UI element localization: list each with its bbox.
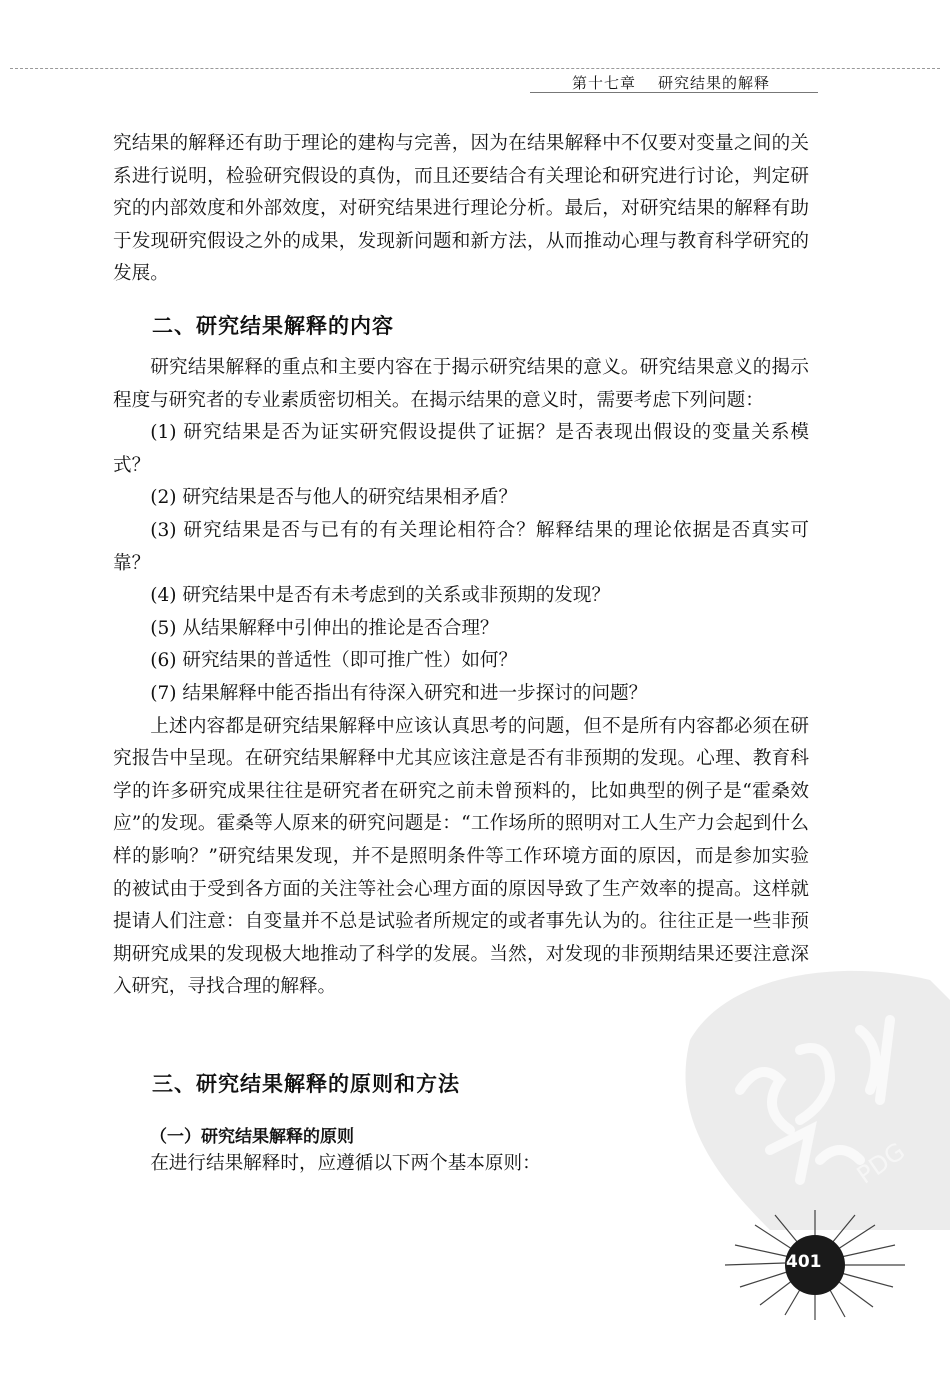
intro-block [113,128,809,291]
section3-lead: 在进行结果解释时，应遵循以下两个基本原则： [150,1153,541,1174]
header-rule-dashed [10,68,940,69]
section2-body [113,352,809,1004]
list-item: (2) 研究结果是否与他人的研究结果相矛盾？ [150,487,518,509]
section2-closing: 上述内容都是研究结果解释中应该认真思考的问题，但不是所有内容都必须在研究报告中呈现。在研究结果解释中尤其应该注意是否有非预期的发现。心理、教育科学的许多研究成果往往是研究者在研究之前未曾预料的，比如典型的例子是“霍桑效应”的发现。霍桑等人原来的研究问题是：“工作场所的照明对工人生产力会起到什么样的影响？”研究结果发现，并不是照明条件等工作环境方面的原因，而是参加实验的被试由于受到各方面的关注等社会心理方面的原因导致了生产效率的提高。这样就提请人们注意：自变量并不总是试验者所规定的或者事先认为的。往往正是一些非预期研究成果的发现极大地推动了科学的发展。当然，对发现的非预期结果还要注意深入研究，寻找合理的解释。 [113,715,809,998]
list-item: (5) 从结果解释中引伸出的推论是否合理？ [150,617,499,639]
list-item: (1) 研究结果是否为证实研究假设提供了证据？是否表现出假设的变量关系模式？ [113,422,809,476]
section3-subheading: （一）研究结果解释的原则 [150,1127,354,1147]
section2-lead: 研究结果解释的重点和主要内容在于揭示研究结果的意义。研究结果意义的揭示程度与研究者的专业素质密切相关。在揭示结果的意义时，需要考虑下列问题： [113,357,809,411]
section3-heading: 三、研究结果解释的原则和方法 [152,1071,460,1096]
running-head-title: 研究结果的解释 [658,74,771,92]
page-number: 401 [786,1252,822,1272]
list-item: (7) 结果解释中能否指出有待深入研究和进一步探讨的问题？ [150,682,648,704]
list-item: (4) 研究结果中是否有未考虑到的关系或非预期的发现？ [150,585,611,607]
list-item: (6) 研究结果的普适性（即可推广性）如何？ [150,650,518,672]
watermark-label: PDG [851,1137,911,1190]
intro-paragraph: 究结果的解释还有助于理论的建构与完善，因为在结果解释中不仅要对变量之间的关系进行说明，检验研究假设的真伪，而且还要结合有关理论和研究进行讨论，判定研究的内部效度和外部效度，对研究结果进行理论分析。最后，对研究结果的解释有助于发现研究假设之外的成果，发现新问题和新方法，从而推动心理与教育科学研究的发展。 [113,133,809,285]
section2-heading: 二、研究结果解释的内容 [152,313,394,338]
list-item: (3) 研究结果是否与已有的有关理论相符合？解释结果的理论依据是否真实可靠？ [113,519,809,574]
running-head-chapter: 第十七章 [572,74,637,92]
running-head [572,72,770,93]
watermark-seal [650,960,950,1230]
